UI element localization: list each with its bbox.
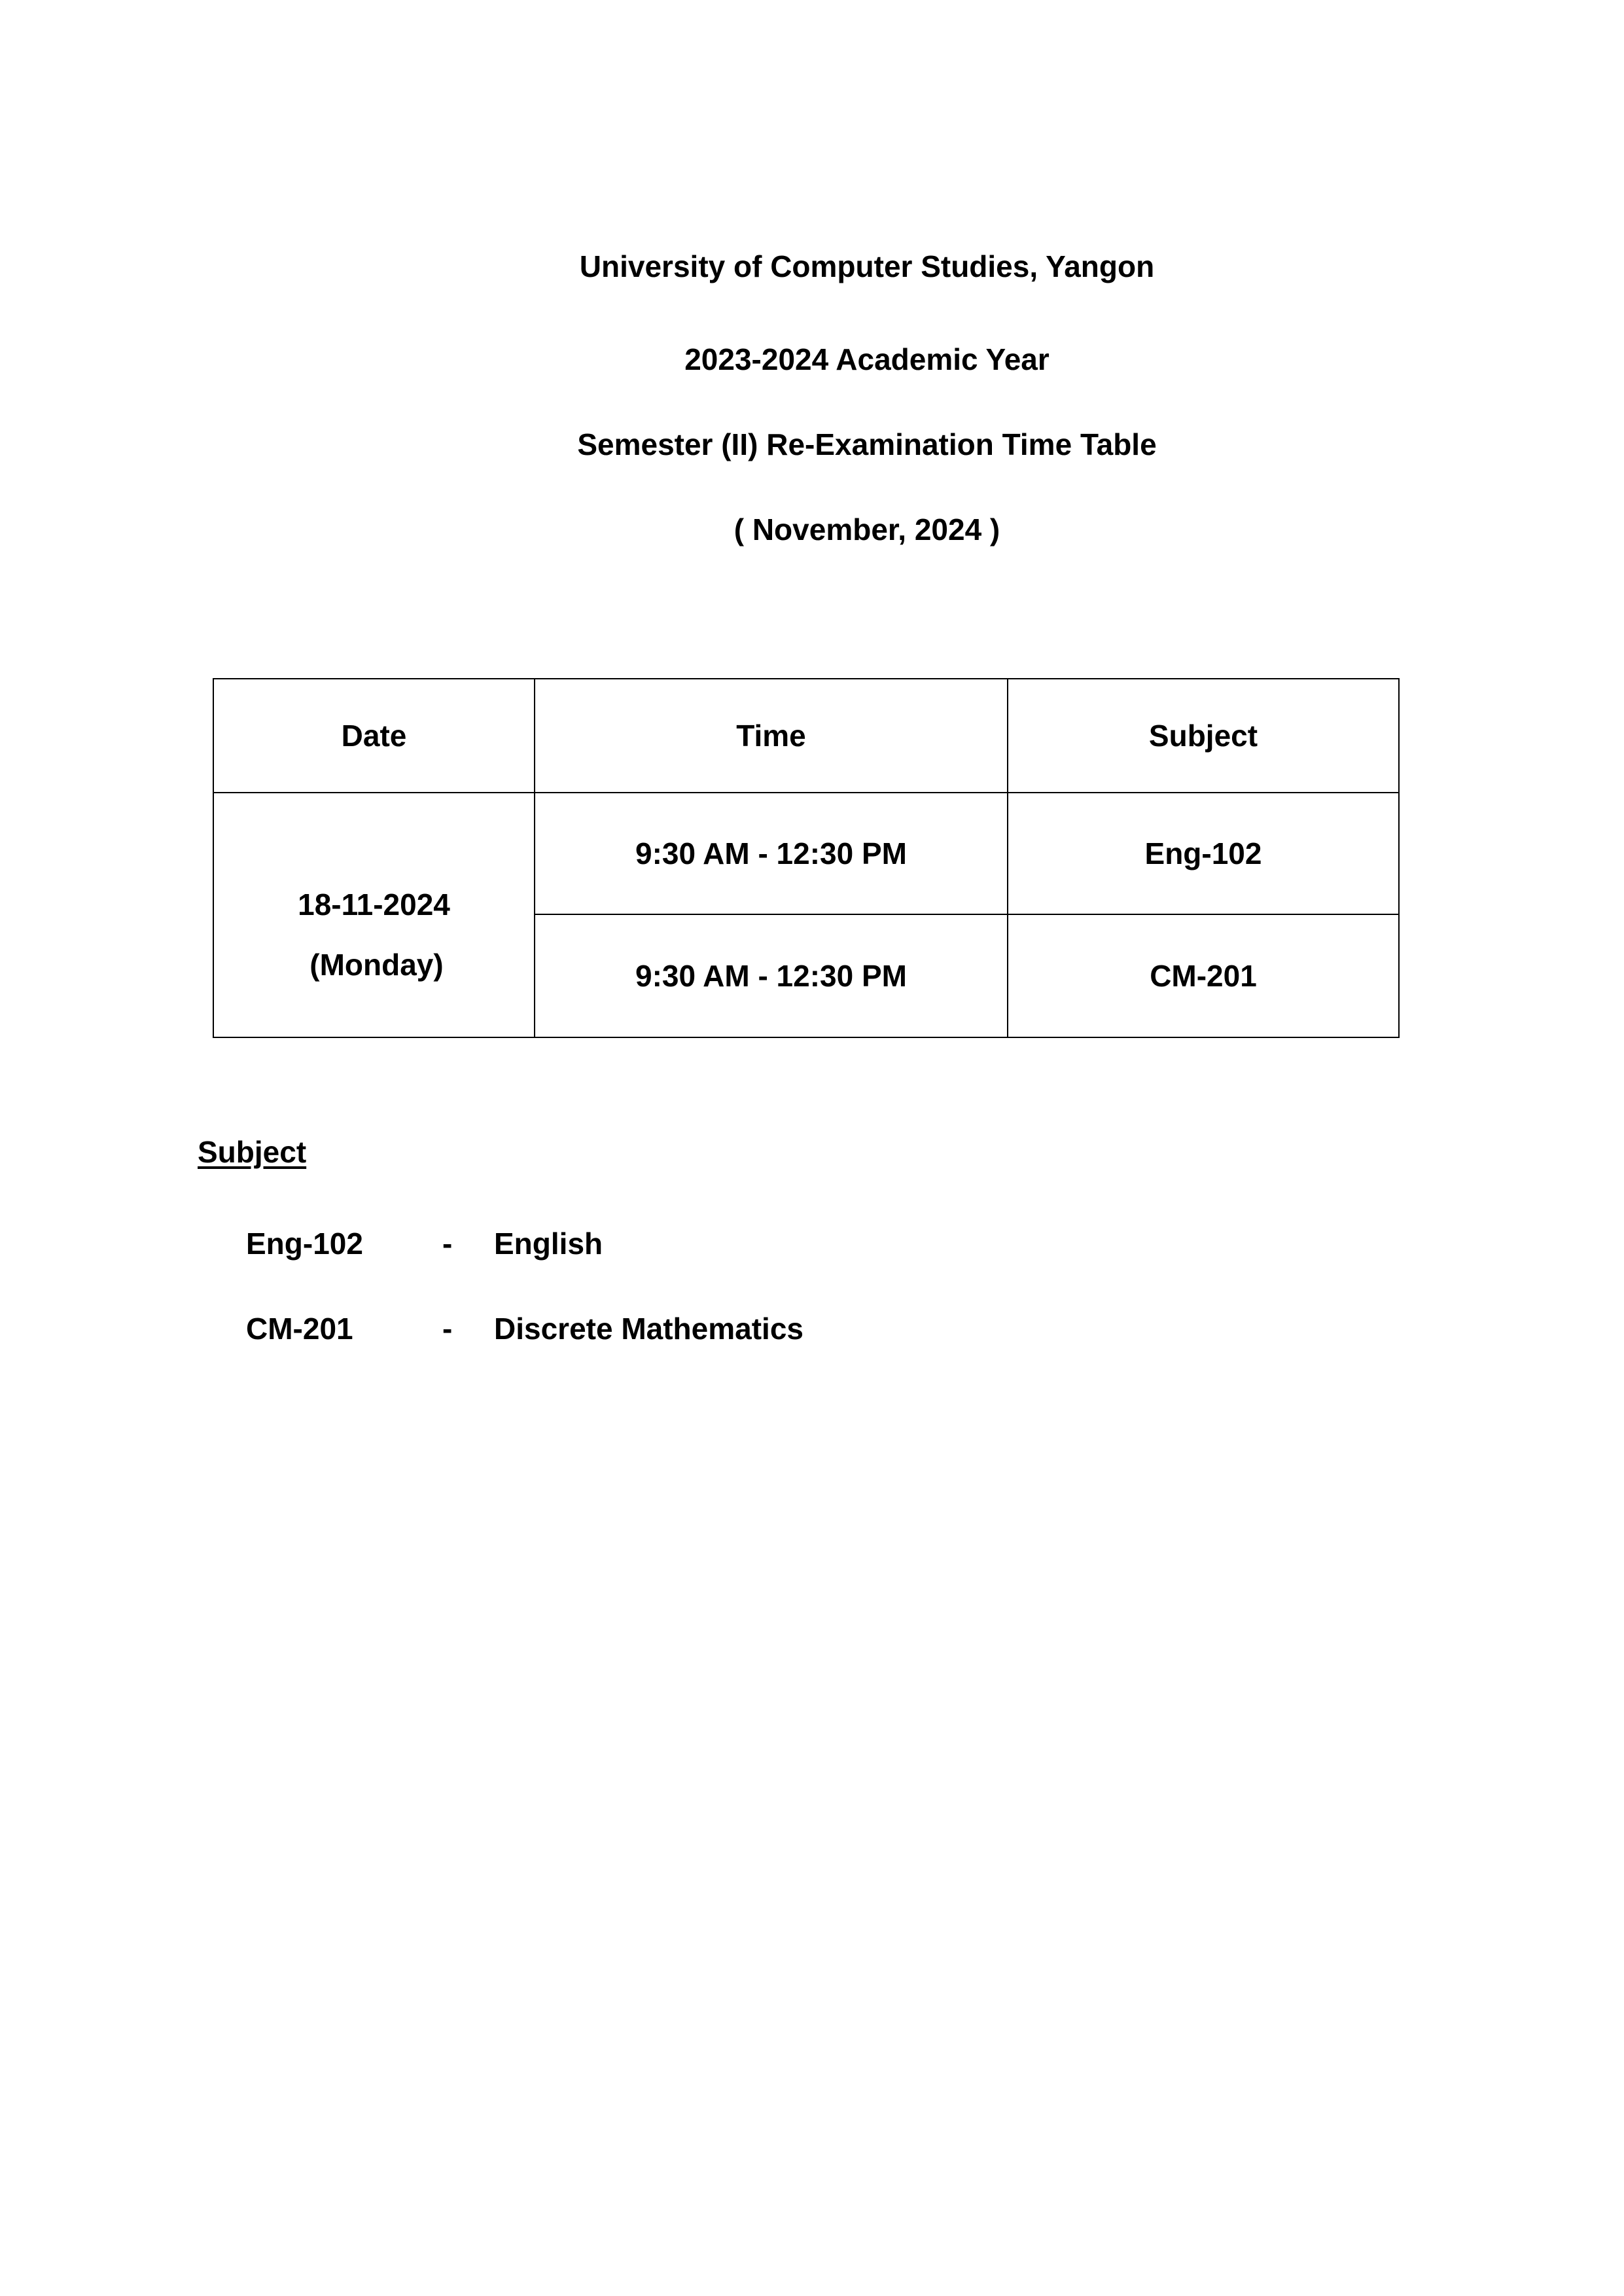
- legend-title: Subject: [198, 1135, 307, 1169]
- column-header-time: Time: [535, 679, 1008, 793]
- subject-cell: CM-201: [1008, 914, 1399, 1037]
- date-cell: [213, 793, 535, 1037]
- exam-timetable: [213, 678, 1400, 1038]
- timetable-title: Semester (II) Re-Examination Time Table: [577, 427, 1157, 461]
- time-cell: 9:30 AM - 12:30 PM: [535, 914, 1008, 1037]
- exam-day: (Monday): [309, 948, 444, 982]
- time-cell: 9:30 AM - 12:30 PM: [535, 793, 1008, 914]
- subject-cell: Eng-102: [1008, 793, 1399, 914]
- legend-separator: -: [442, 1312, 453, 1346]
- academic-year: 2023-2024 Academic Year: [684, 342, 1050, 376]
- legend-separator: -: [442, 1227, 453, 1261]
- exam-period: ( November, 2024 ): [733, 512, 1000, 547]
- legend-code: Eng-102: [246, 1227, 363, 1261]
- column-header-date: Date: [213, 679, 535, 793]
- legend-name: Discrete Mathematics: [494, 1312, 803, 1346]
- table-row: [213, 793, 1399, 914]
- legend-code: CM-201: [246, 1312, 353, 1346]
- legend-name: English: [494, 1227, 603, 1261]
- institution-title: University of Computer Studies, Yangon: [579, 249, 1155, 283]
- table-header-row: [213, 679, 1399, 793]
- column-header-subject: Subject: [1008, 679, 1399, 793]
- exam-date: 18-11-2024: [298, 888, 450, 922]
